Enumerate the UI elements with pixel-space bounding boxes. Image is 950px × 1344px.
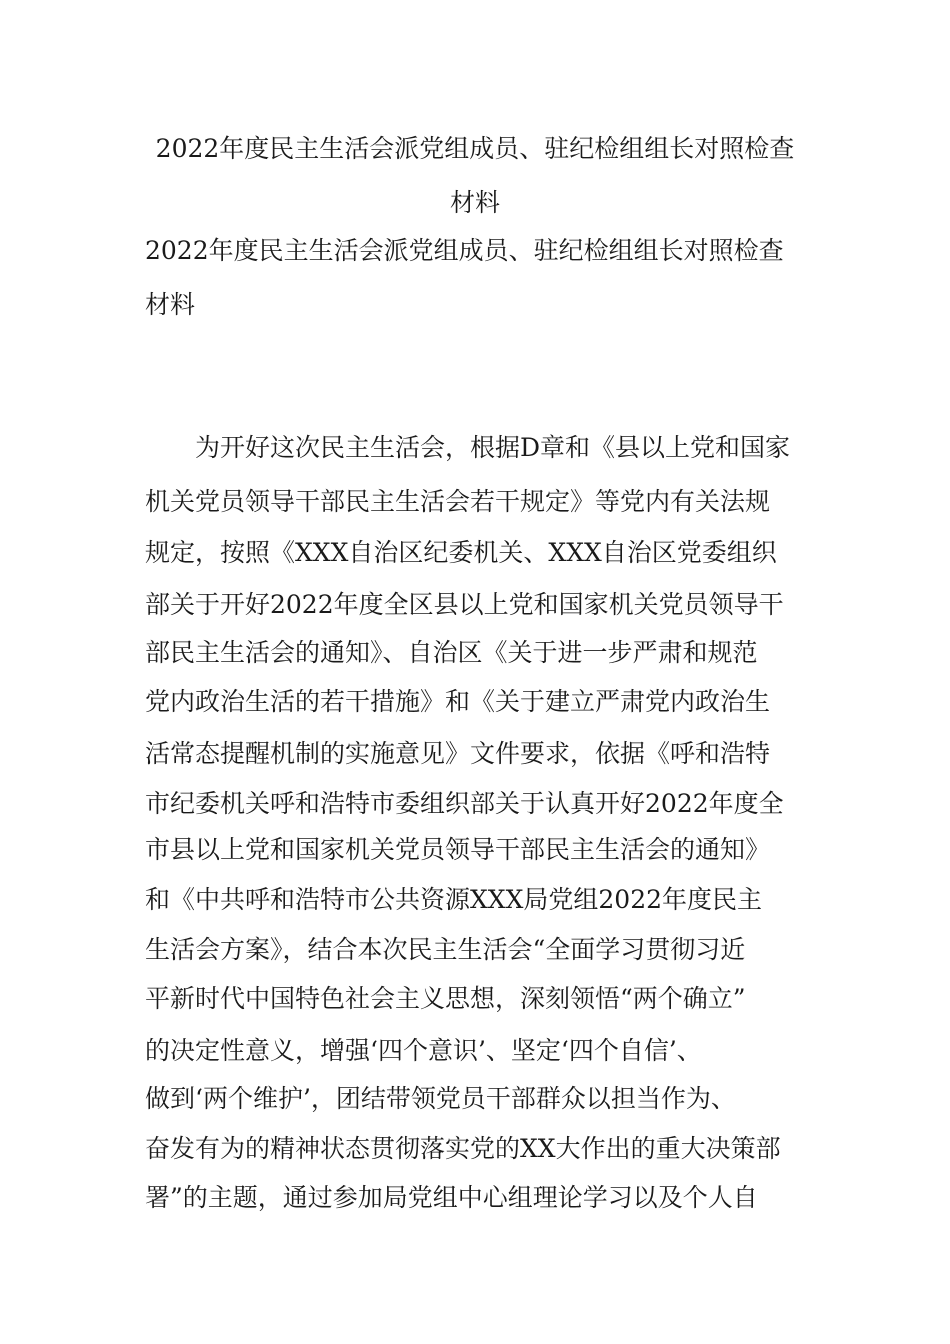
body-line: 署”的主题，通过参加局党组中心组理论学习以及个人自 (145, 1183, 758, 1212)
body-line: 奋发有为的精神状态贯彻落实党的XX大作出的重大决策部 (145, 1134, 781, 1163)
body-line: 部民主生活会的通知》、自治区《关于进一步严肃和规范 (145, 638, 758, 667)
body-line: 的决定性意义，增强‘四个意识’、坚定‘四个自信’、 (145, 1036, 702, 1065)
body-line: 党内政治生活的若干措施》和《关于建立严肃党内政治生 (145, 687, 771, 716)
body-line: 市县以上党和国家机关党员领导干部民主生活会的通知》 (145, 835, 771, 864)
body-line: 和《中共呼和浩特市公共资源XXX局党组2022年度民主 (145, 885, 763, 914)
document-subtitle-line-2: 材料 (145, 290, 196, 319)
document-title-line-2: 材料 (449, 188, 500, 217)
body-line: 市纪委机关呼和浩特市委组织部关于认真开好2022年度全 (145, 789, 784, 818)
body-line: 做到‘两个维护’，团结带领党员干部群众以担当作为、 (145, 1084, 736, 1113)
body-line: 部关于开好2022年度全区县以上党和国家机关党员领导干 (145, 590, 784, 619)
body-line: 规定，按照《XXX自治区纪委机关、XXX自治区党委组织 (145, 538, 777, 567)
document-title-line-1: 2022年度民主生活会派党组成员、驻纪检组组长对照检查 (155, 134, 795, 163)
body-line: 机关党员领导干部民主生活会若干规定》等党内有关法规 (145, 487, 771, 516)
body-line: 生活会方案》，结合本次民主生活会“全面学习贯彻习近 (145, 935, 746, 964)
body-line: 平新时代中国特色社会主义思想，深刻领悟“两个确立” (145, 984, 746, 1013)
body-line: 活常态提醒机制的实施意见》文件要求，依据《呼和浩特 (145, 739, 771, 768)
document-subtitle-line-1: 2022年度民主生活会派党组成员、驻纪检组组长对照检查 (145, 236, 784, 265)
body-line: 为开好这次民主生活会，根据D章和《县以上党和国家 (145, 433, 791, 462)
